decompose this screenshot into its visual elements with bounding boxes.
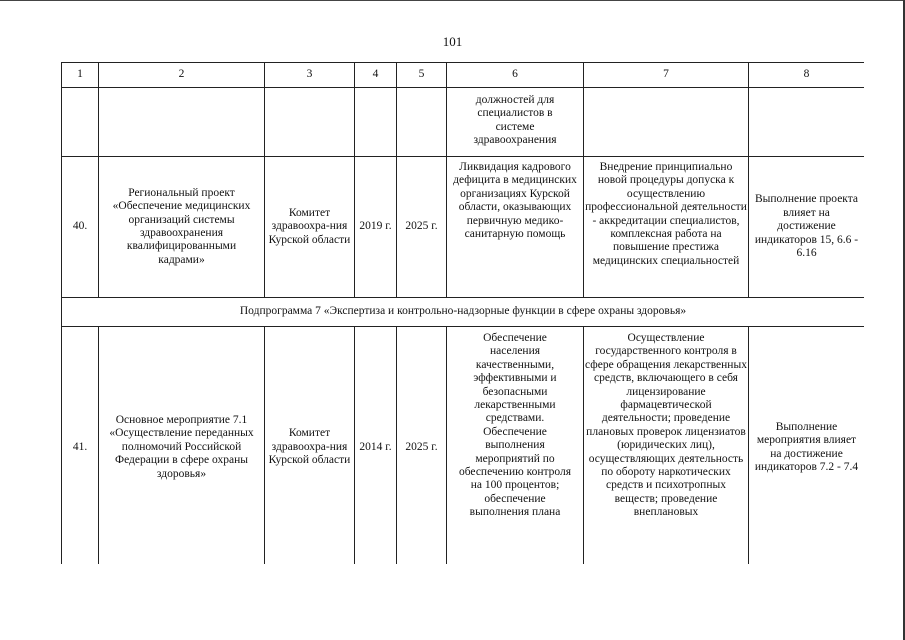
row-name-text: Основное мероприятие 7.1 «Осуществление переданных полномочий Российской Федерации в сфере охраны здоровья» xyxy=(109,413,254,480)
row-executor-text: Комитет здравоохра-ния Курской области xyxy=(268,206,351,246)
row-consequences-text: Внедрение принципиально новой процедуры допуска к осуществлению профессиональной деятельности - аккредитации специалистов, комплексная работа на повышение престижа медицинских специальностей xyxy=(585,161,747,267)
program-activities-table xyxy=(61,62,864,564)
row-link-text: Выполнение проекта влияет на достижение индикаторов 15, 6.6 - 6.16 xyxy=(754,193,859,260)
header-cell-2: 2 xyxy=(99,63,265,88)
table-row-41 xyxy=(62,327,865,565)
continuation-cell-empty xyxy=(397,88,447,157)
row-result-cell xyxy=(447,157,584,298)
header-cell-7: 7 xyxy=(584,63,749,88)
row-end-year: 2025 г. xyxy=(397,327,447,565)
header-cell-1: 1 xyxy=(62,63,99,88)
row-name-cell xyxy=(99,327,265,565)
row-result-text: Ликвидация кадрового дефицита в медицинских организациях Курской области, оказывающих первичную медико-санитарную помощь xyxy=(453,161,577,241)
row-result-text: Обеспечение населения качественными, эффективными и безопасными лекарственными средствами. Обеспечение выполнения мероприятий по обеспечению контроля на 100 процентов; обеспечение выполнения плана xyxy=(458,332,572,519)
continuation-row xyxy=(62,88,865,157)
row-result-cell xyxy=(447,327,584,565)
continuation-cell-empty xyxy=(99,88,265,157)
continuation-cell-empty xyxy=(355,88,397,157)
header-cell-6: 6 xyxy=(447,63,584,88)
subprogram-row xyxy=(62,298,865,327)
row-consequences-cell xyxy=(584,157,749,298)
row-executor-cell xyxy=(265,327,355,565)
header-cell-8: 8 xyxy=(749,63,865,88)
row-name-text: Региональный проект «Обеспечение медицинских организаций системы здравоохранения квалифицированными кадрами» xyxy=(112,186,251,266)
table-container xyxy=(61,62,864,564)
row-executor-text: Комитет здравоохра-ния Курской области xyxy=(268,427,351,467)
continuation-result-cell xyxy=(447,88,584,157)
row-link-text: Выполнение мероприятия влияет на достижение индикаторов 7.2 - 7.4 xyxy=(754,420,859,473)
row-link-cell xyxy=(749,327,865,565)
subprogram-title: Подпрограмма 7 «Экспертиза и контрольно-надзорные функции в сфере охраны здоровья» xyxy=(62,298,865,327)
row-name-cell xyxy=(99,157,265,298)
row-number: 40. xyxy=(62,157,99,298)
row-number: 41. xyxy=(62,327,99,565)
table-row-40 xyxy=(62,157,865,298)
row-start-year: 2014 г. xyxy=(355,327,397,565)
row-consequences-cell xyxy=(584,327,749,565)
row-start-year: 2019 г. xyxy=(355,157,397,298)
header-cell-5: 5 xyxy=(397,63,447,88)
continuation-cell-empty xyxy=(265,88,355,157)
continuation-cell-empty xyxy=(62,88,99,157)
continuation-cell-empty xyxy=(749,88,865,157)
row-executor-cell xyxy=(265,157,355,298)
header-cell-3: 3 xyxy=(265,63,355,88)
row-end-year: 2025 г. xyxy=(397,157,447,298)
header-cell-4: 4 xyxy=(355,63,397,88)
page-number: 101 xyxy=(442,34,463,49)
header-row xyxy=(62,63,865,88)
page-edge-top xyxy=(0,0,905,1)
row-link-cell xyxy=(749,157,865,298)
continuation-cell-empty xyxy=(584,88,749,157)
row-consequences-text: Осуществление государственного контроля в сфере обращения лекарственных средств, включающего в себя лицензирование фармацевтической деятельности; проведение плановых проверок лицензиатов (юридических лиц), осуществляющих деятельность по обороту наркотических средств и психотропных веществ; проведение внеплановых xyxy=(585,332,747,519)
continuation-result-text: должностей для специалистов в системе здравоохранения xyxy=(473,94,557,147)
